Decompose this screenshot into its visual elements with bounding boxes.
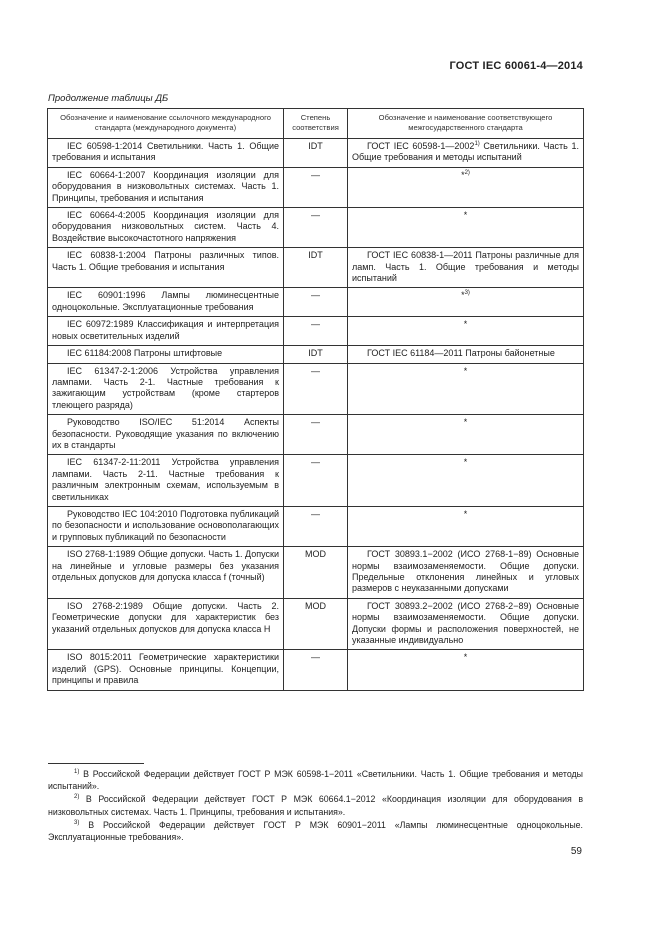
interstate-standard-cell <box>348 288 584 317</box>
interstate-standard-cell <box>348 208 584 248</box>
table-row <box>48 288 584 317</box>
interstate-standard-cell <box>348 139 584 168</box>
international-standard-cell: Руководство ISO/IEC 51:2014 Аспекты безопасности. Руководящие указания по включению их в стандарты <box>48 415 284 455</box>
table-caption: Продолжение таблицы ДБ <box>48 93 169 104</box>
table-row <box>48 208 584 248</box>
interstate-standard-text: * <box>463 457 468 468</box>
document-id: ГОСТ IEC 60061-4—2014 <box>449 60 583 72</box>
international-standard-cell: IEC 60972:1989 Классификация и интерпретация новых осветительных изделий <box>48 317 284 346</box>
interstate-standard-cell <box>348 650 584 690</box>
interstate-standard-text: * <box>461 169 465 180</box>
degree-cell: — <box>284 317 348 346</box>
interstate-standard-cell <box>348 317 584 346</box>
interstate-standard-cell <box>348 415 584 455</box>
table-row <box>48 506 584 546</box>
interstate-standard-text: * <box>461 290 465 301</box>
international-standard-cell: IEC 60838-1:2004 Патроны различных типов. Часть 1. Общие требования и испытания <box>48 248 284 288</box>
degree-cell: — <box>284 506 348 546</box>
table-row <box>48 547 584 599</box>
interstate-standard-text: ГОСТ 30893.1−2002 (ИСО 2768-1−89) Основные нормы взаимозаменяемости. Общие допуски. Предельные отклонения линейных и угловых размеров с неуказанными допусками <box>352 549 579 594</box>
degree-cell: IDT <box>284 346 348 363</box>
table-row <box>48 455 584 507</box>
table-row <box>48 248 584 288</box>
footnote-mark: 3) <box>74 819 80 826</box>
interstate-standard-text: * <box>463 365 468 376</box>
interstate-standard-cell <box>348 248 584 288</box>
header-interstate-standard: Обозначение и наименование соответствующего межгосударственного стандарта <box>348 109 584 139</box>
degree-cell: — <box>284 167 348 207</box>
page-number: 59 <box>570 846 582 857</box>
interstate-standard-cell <box>348 167 584 207</box>
international-standard-cell: IEC 61347-2-11:2011 Устройства управления лампами. Часть 2-11. Частные требования к различным электронным схемам, используемым в светильниках <box>48 455 284 507</box>
footnote-separator <box>48 763 144 764</box>
interstate-standard-text: * <box>463 508 468 519</box>
footnote-reference: 1) <box>474 141 480 147</box>
interstate-standard-text: ГОСТ IEC 61184—2011 Патроны байонетные <box>367 348 555 359</box>
interstate-standard-cell <box>348 547 584 599</box>
footnote-3 <box>48 819 583 843</box>
footnote-mark: 2) <box>74 794 80 801</box>
interstate-standard-title: Светильники. Часть 1. Общие требования и методы испытаний <box>352 141 580 163</box>
interstate-standard-cell <box>348 455 584 507</box>
table-row <box>48 415 584 455</box>
degree-cell: — <box>284 208 348 248</box>
international-standard-cell: IEC 60901:1996 Лампы люминесцентные одноцокольные. Эксплуатационные требования <box>48 288 284 317</box>
footnote-text: В Российской Федерации действует ГОСТ Р МЭК 60664.1−2012 «Координация изоляции для оборудования в низковольтных системах. Часть 1. Принципы, требования и испытания». <box>48 794 583 817</box>
table-row <box>48 317 584 346</box>
header-degree: Степень соответствия <box>284 109 348 139</box>
international-standard-cell: IEC 61184:2008 Патроны штифтовые <box>48 346 284 363</box>
table-row <box>48 598 584 650</box>
international-standard-cell: ISO 2768-1:1989 Общие допуски. Часть 1. Допуски на линейные и угловые размеры без указания отдельных допусков для допуска класса f (точный) <box>48 547 284 599</box>
interstate-standard-cell <box>348 363 584 415</box>
table-row <box>48 363 584 415</box>
footnote-text: В Российской Федерации действует ГОСТ Р МЭК 60901−2011 «Лампы люминесцентные одноцокольные. Эксплуатационные требования». <box>48 819 583 843</box>
international-standard-cell: IEC 60598-1:2014 Светильники. Часть 1. Общие требования и испытания <box>48 139 284 168</box>
reference-table <box>47 108 584 691</box>
degree-cell: — <box>284 650 348 690</box>
footnote-reference: 3) <box>464 290 470 297</box>
degree-cell: — <box>284 363 348 415</box>
interstate-standard-text: * <box>463 210 468 221</box>
table-row <box>48 650 584 690</box>
degree-cell: IDT <box>284 248 348 288</box>
degree-cell: MOD <box>284 547 348 599</box>
interstate-standard-cell <box>348 598 584 650</box>
footnote-2 <box>48 793 583 817</box>
degree-cell: IDT <box>284 139 348 168</box>
footnote-text: В Российской Федерации действует ГОСТ Р МЭК 60598-1−2011 «Светильники. Часть 1. Общие требования и методы испытаний». <box>48 769 583 792</box>
table-row <box>48 139 584 168</box>
international-standard-cell: IEC 60664-4:2005 Координация изоляции для оборудования низковольтных систем. Часть 4. Воздействие высокочастотного напряжения <box>48 208 284 248</box>
degree-cell: — <box>284 455 348 507</box>
footnotes <box>48 768 583 844</box>
table-header-row <box>48 109 584 139</box>
footnote-reference: 2) <box>464 169 470 176</box>
interstate-standard-text: ГОСТ IEC 60838-1—2011 Патроны различные для ламп. Часть 1. Общие требования и методы испытаний <box>352 250 579 284</box>
degree-cell: MOD <box>284 598 348 650</box>
interstate-standard-text: ГОСТ 30893.2−2002 (ИСО 2768-2−89) Основные нормы взаимозаменяемости. Общие допуски. Допуски формы и расположения поверхностей, не указанные индивидуально <box>352 600 579 646</box>
international-standard-cell: ISO 8015:2011 Геометрические характеристики изделий (GPS). Основные принципы. Концепции, принципы и правила <box>48 650 284 690</box>
international-standard-cell: IEC 60664-1:2007 Координация изоляции для оборудования в низковольтных системах. Часть 1. Принципы, требования и испытания <box>48 167 284 207</box>
table-row <box>48 167 584 207</box>
table-row <box>48 346 584 363</box>
interstate-standard-text: * <box>463 652 468 663</box>
header-international-standard: Обозначение и наименование ссылочного международного стандарта (международного документа) <box>48 109 284 139</box>
footnote-mark: 1) <box>74 769 80 776</box>
international-standard-cell: ISO 2768-2:1989 Общие допуски. Часть 2. Геометрические допуски для характеристик без указаний отдельных допусков для допуска класса H <box>48 598 284 650</box>
degree-cell: — <box>284 415 348 455</box>
international-standard-cell: IEC 61347-2-1:2006 Устройства управления лампами. Часть 2-1. Частные требования к зажигающим устройствам (кроме стартеров тлеющего разряда) <box>48 363 284 415</box>
interstate-standard-cell <box>348 506 584 546</box>
interstate-standard-text: * <box>463 417 468 428</box>
interstate-standard-text: ГОСТ IEC 60598-1—2002 <box>367 141 475 151</box>
degree-cell: — <box>284 288 348 317</box>
footnote-1 <box>48 768 583 792</box>
interstate-standard-text: * <box>463 319 468 330</box>
international-standard-cell: Руководство IEC 104:2010 Подготовка публикаций по безопасности и использование основополагающих и групповых публикаций по безопасности <box>48 506 284 546</box>
interstate-standard-cell <box>348 346 584 363</box>
